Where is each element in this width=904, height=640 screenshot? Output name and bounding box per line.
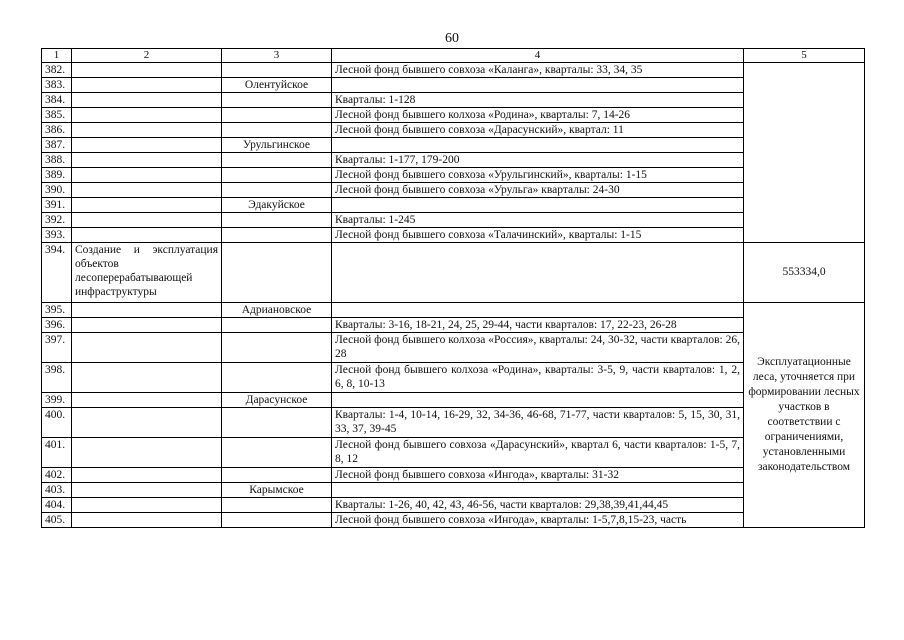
table-row xyxy=(42,168,865,183)
district-cell xyxy=(222,168,332,183)
location-cell xyxy=(332,138,744,153)
volume-cell xyxy=(744,63,865,243)
row-number: 403. xyxy=(42,483,72,498)
row-number: 391. xyxy=(42,198,72,213)
table-row xyxy=(42,123,865,138)
table-row xyxy=(42,438,865,468)
table-row xyxy=(42,513,865,528)
row-number: 389. xyxy=(42,168,72,183)
page-number: 60 xyxy=(445,31,459,46)
row-number: 396. xyxy=(42,318,72,333)
table-row xyxy=(42,333,865,363)
forest-fund-table xyxy=(41,48,865,528)
district-cell: Дарасунское xyxy=(222,393,332,408)
row-number: 399. xyxy=(42,393,72,408)
row-number: 402. xyxy=(42,468,72,483)
district-cell xyxy=(222,213,332,228)
district-cell xyxy=(222,228,332,243)
row-number: 393. xyxy=(42,228,72,243)
row-number: 395. xyxy=(42,303,72,318)
row-number: 388. xyxy=(42,153,72,168)
table-row xyxy=(42,228,865,243)
row-number: 383. xyxy=(42,78,72,93)
purpose-cell xyxy=(72,138,222,153)
location-cell: Лесной фонд бывшего колхоза «Родина», кварталы: 3-5, 9, части кварталов: 1, 2, 6, 8, 10-13 xyxy=(332,363,744,393)
header-col-4: 4 xyxy=(332,49,744,63)
row-number: 401. xyxy=(42,438,72,468)
row-number: 385. xyxy=(42,108,72,123)
table-row xyxy=(42,363,865,393)
purpose-cell xyxy=(72,393,222,408)
district-cell xyxy=(222,243,332,303)
district-cell xyxy=(222,513,332,528)
table-row xyxy=(42,303,865,318)
location-cell: Кварталы: 1-177, 179-200 xyxy=(332,153,744,168)
purpose-cell xyxy=(72,483,222,498)
table-row xyxy=(42,243,865,303)
location-cell: Кварталы: 1-245 xyxy=(332,213,744,228)
forest-type-note: Эксплуатационные леса, уточняется при формировании лесных участков в соответствии с ограничениями, установленными законодательством xyxy=(744,303,865,528)
location-cell: Лесной фонд бывшего совхоза «Ингода», кварталы: 1-5,7,8,15-23, часть xyxy=(332,513,744,528)
purpose-cell: Создание и эксплуатация объектов лесоперерабатывающей инфраструктуры xyxy=(72,243,222,303)
district-cell xyxy=(222,438,332,468)
table-row xyxy=(42,408,865,438)
location-cell xyxy=(332,393,744,408)
row-number: 397. xyxy=(42,333,72,363)
row-number: 382. xyxy=(42,63,72,78)
row-number: 394. xyxy=(42,243,72,303)
district-cell xyxy=(222,63,332,78)
location-cell: Кварталы: 1-26, 40, 42, 43, 46-56, части кварталов: 29,38,39,41,44,45 xyxy=(332,498,744,513)
location-cell: Лесной фонд бывшего совхоза «Талачинский», кварталы: 1-15 xyxy=(332,228,744,243)
table-row xyxy=(42,393,865,408)
header-col-2: 2 xyxy=(72,49,222,63)
location-cell xyxy=(332,198,744,213)
district-cell: Олентуйское xyxy=(222,78,332,93)
purpose-cell xyxy=(72,93,222,108)
purpose-cell xyxy=(72,168,222,183)
location-cell: Лесной фонд бывшего совхоза «Урульга» кварталы: 24-30 xyxy=(332,183,744,198)
table-row xyxy=(42,468,865,483)
header-col-5: 5 xyxy=(744,49,865,63)
purpose-cell xyxy=(72,318,222,333)
purpose-cell xyxy=(72,498,222,513)
district-cell xyxy=(222,153,332,168)
table-row xyxy=(42,153,865,168)
location-cell: Лесной фонд бывшего совхоза «Дарасунский», квартал 6, части кварталов: 1-5, 7, 8, 12 xyxy=(332,438,744,468)
district-cell xyxy=(222,318,332,333)
location-cell: Кварталы: 1-4, 10-14, 16-29, 32, 34-36, 46-68, 71-77, части кварталов: 5, 15, 30, 31, 33, 37, 39-45 xyxy=(332,408,744,438)
purpose-cell xyxy=(72,228,222,243)
district-cell: Эдакуйское xyxy=(222,198,332,213)
purpose-cell xyxy=(72,78,222,93)
table-row xyxy=(42,138,865,153)
row-number: 404. xyxy=(42,498,72,513)
district-cell xyxy=(222,468,332,483)
location-cell: Кварталы: 3-16, 18-21, 24, 25, 29-44, части кварталов: 17, 22-23, 26-28 xyxy=(332,318,744,333)
volume-cell: 553334,0 xyxy=(744,243,865,303)
location-cell: Лесной фонд бывшего колхоза «Россия», кварталы: 24, 30-32, части кварталов: 26, 28 xyxy=(332,333,744,363)
purpose-cell xyxy=(72,153,222,168)
location-cell: Лесной фонд бывшего совхоза «Ингода», кварталы: 31-32 xyxy=(332,468,744,483)
row-number: 392. xyxy=(42,213,72,228)
table-row xyxy=(42,498,865,513)
table-row xyxy=(42,63,865,78)
row-number: 387. xyxy=(42,138,72,153)
district-cell xyxy=(222,408,332,438)
purpose-cell xyxy=(72,63,222,78)
district-cell xyxy=(222,363,332,393)
row-number: 405. xyxy=(42,513,72,528)
location-cell xyxy=(332,78,744,93)
location-cell: Лесной фонд бывшего совхоза «Каланга», кварталы: 33, 34, 35 xyxy=(332,63,744,78)
purpose-cell xyxy=(72,123,222,138)
header-row xyxy=(42,49,865,63)
table-row xyxy=(42,318,865,333)
purpose-cell xyxy=(72,198,222,213)
table-row xyxy=(42,183,865,198)
row-number: 400. xyxy=(42,408,72,438)
purpose-cell xyxy=(72,213,222,228)
row-number: 390. xyxy=(42,183,72,198)
location-cell xyxy=(332,243,744,303)
table-row xyxy=(42,213,865,228)
district-cell xyxy=(222,498,332,513)
purpose-cell xyxy=(72,438,222,468)
purpose-cell xyxy=(72,303,222,318)
district-cell xyxy=(222,123,332,138)
purpose-cell xyxy=(72,333,222,363)
purpose-cell xyxy=(72,183,222,198)
table-row xyxy=(42,78,865,93)
table-row xyxy=(42,108,865,123)
row-number: 398. xyxy=(42,363,72,393)
purpose-cell xyxy=(72,408,222,438)
row-number: 386. xyxy=(42,123,72,138)
location-cell: Лесной фонд бывшего совхоза «Дарасунский», квартал: 11 xyxy=(332,123,744,138)
district-cell xyxy=(222,333,332,363)
purpose-cell xyxy=(72,513,222,528)
district-cell xyxy=(222,108,332,123)
table-row xyxy=(42,198,865,213)
district-cell xyxy=(222,183,332,198)
table-row xyxy=(42,483,865,498)
table-row xyxy=(42,93,865,108)
location-cell xyxy=(332,483,744,498)
purpose-cell xyxy=(72,468,222,483)
district-cell: Адриановское xyxy=(222,303,332,318)
location-cell xyxy=(332,303,744,318)
location-cell: Лесной фонд бывшего колхоза «Родина», кварталы: 7, 14-26 xyxy=(332,108,744,123)
header-col-3: 3 xyxy=(222,49,332,63)
district-cell: Карымское xyxy=(222,483,332,498)
district-cell xyxy=(222,93,332,108)
header-col-1: 1 xyxy=(42,49,72,63)
district-cell: Урульгинское xyxy=(222,138,332,153)
row-number: 384. xyxy=(42,93,72,108)
location-cell: Кварталы: 1-128 xyxy=(332,93,744,108)
purpose-cell xyxy=(72,363,222,393)
purpose-cell xyxy=(72,108,222,123)
location-cell: Лесной фонд бывшего совхоза «Урульгинский», кварталы: 1-15 xyxy=(332,168,744,183)
